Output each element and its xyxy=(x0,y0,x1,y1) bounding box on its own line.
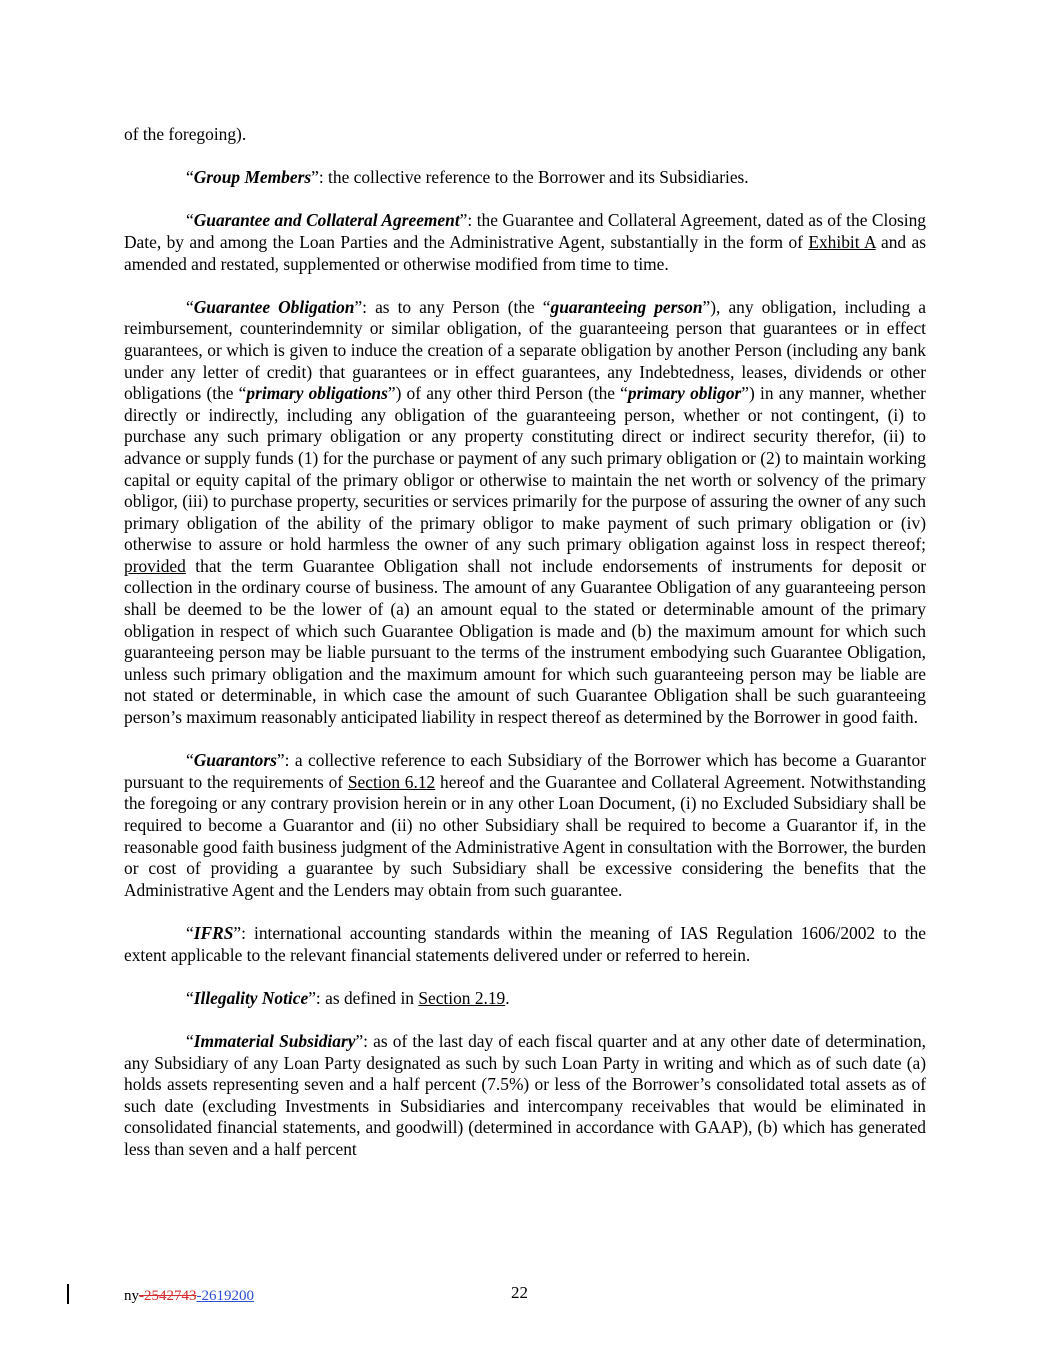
definition-guarantee-and-collateral-agreement: “Guarantee and Collateral Agreement”: the Guarantee and Collateral Agreement, dated as of the Closing Date, by and among the Loan Parties and the Administrative Agent, substantially in the form of Exhibit A and as amended and restated, supplemented or otherwise modified from time to time. xyxy=(124,210,927,274)
definition-immaterial-subsidiary: “Immaterial Subsidiary”: as of the last day of each fiscal quarter and at any other date of determination, any Subsidiary of any Loan Party designated as such by such Loan Party in writing and which as of such date (a) holds assets representing seven and a half percent (7.5%) or less of the Borrower’s consolidated total assets as of such date (excluding Investments in Subsidiaries and intercompany receivables that would be eliminated in consolidated financial statements, and goodwill) (determined in accordance with GAAP), (b) which has generated less than seven and a half percent xyxy=(124,1030,926,1159)
paragraph-continuation: of the foregoing). xyxy=(124,124,247,144)
defined-term-primary-obligor: primary obligor xyxy=(627,383,742,404)
defined-term: Guarantee and Collateral Agreement xyxy=(193,210,460,231)
provided-underlined: provided xyxy=(124,555,186,576)
defined-term: Guarantee Obligation xyxy=(193,296,355,317)
document-body xyxy=(124,124,926,1182)
definition-group-members: “Group Members”: the collective reference to the Borrower and its Subsidiaries. xyxy=(186,167,749,188)
defined-term-guaranteeing-person: guaranteeing person xyxy=(550,296,703,317)
document-id-footer: ny-2542743-2619200 xyxy=(124,1288,254,1304)
deleted-doc-number: -2542743 xyxy=(139,1288,197,1304)
defined-term: Guarantors xyxy=(193,750,277,771)
defined-term: Immaterial Subsidiary xyxy=(193,1030,356,1051)
definition-guarantee-obligation: “Guarantee Obligation”: as to any Person (the “guaranteeing person”), any obligation, including a reimbursement, counterindemnity or similar obligation, of the guaranteeing person that guarantees or in effect guarantees, or which is given to induce the creation of a separate obligation by another Person (including any bank under any letter of credit) that guarantees or in effect guarantees, any Indebtedness, leases, dividends or other obligations (the “primary obligations”) of any other third Person (the “primary obligor”) in any manner, whether directly or indirectly, including any obligation of the guaranteeing person, whether or not contingent, (i) to purchase any such primary obligation or any property constituting direct or indirect security therefor, (ii) to advance or supply funds (1) for the purchase or payment of any such primary obligation or (2) to maintain working capital or equity capital of the primary obligor or otherwise to maintain the net worth or solvency of the primary obligor, (iii) to purchase property, securities or services primarily for the purpose of assuring the owner of any such primary obligation of the ability of the primary obligor to make payment of such primary obligation or (iv) otherwise to assure or hold harmless the owner of any such primary obligation against loss in respect thereof; provided that the term Guarantee Obligation shall not include endorsements of instruments for deposit or collection in the ordinary course of business. The amount of any Guarantee Obligation of any guaranteeing person shall be deemed to be the lower of (a) an amount equal to the stated or determinable amount of the primary obligation in respect of which such Guarantee Obligation is made and (b) the maximum amount for which such guaranteeing person may be liable pursuant to the terms of the instrument embodying such Guarantee Obligation, unless such primary obligation and the maximum amount for which such guaranteeing person may be liable are not stated or determinable, in which case the amount of such Guarantee Obligation shall be such guaranteeing person’s maximum reasonably anticipated liability in respect thereof as determined by the Borrower in good faith. xyxy=(124,296,926,728)
definition-illegality-notice: “Illegality Notice”: as defined in Section 2.19. xyxy=(186,987,510,1008)
revision-change-bar xyxy=(67,1284,69,1304)
defined-term-primary-obligations: primary obligations xyxy=(246,383,388,404)
page-number: 22 xyxy=(511,1283,528,1302)
definition-guarantors: “Guarantors”: a collective reference to each Subsidiary of the Borrower which has become a Guarantor pursuant to the requirements of Section 6.12 hereof and the Guarantee and Collateral Agreement. Notwithstanding the foregoing or any contrary provision herein or in any other Loan Document, (i) no Excluded Subsidiary shall be required to become a Guarantor and (ii) no other Subsidiary shall be required to become a Guarantor if, in the reasonable good faith business judgment of the Administrative Agent in consultation with the Borrower, the burden or cost of providing a guarantee by such Subsidiary shall be excessive considering the benefits that the Administrative Agent and the Lenders may obtain from such guarantee. xyxy=(124,750,927,900)
defined-term: IFRS xyxy=(193,922,234,943)
exhibit-a-reference: Exhibit A xyxy=(808,231,876,252)
defined-term: Group Members xyxy=(193,167,312,188)
section-2-19-reference: Section 2.19 xyxy=(418,987,506,1008)
inserted-doc-number: -2619200 xyxy=(196,1288,254,1304)
defined-term: Illegality Notice xyxy=(193,987,309,1008)
definition-ifrs: “IFRS”: international accounting standards within the meaning of IAS Regulation 1606/2002 to the extent applicable to the relevant financial statements delivered under or referred to herein. xyxy=(124,922,926,965)
section-6-12-reference: Section 6.12 xyxy=(347,771,436,792)
